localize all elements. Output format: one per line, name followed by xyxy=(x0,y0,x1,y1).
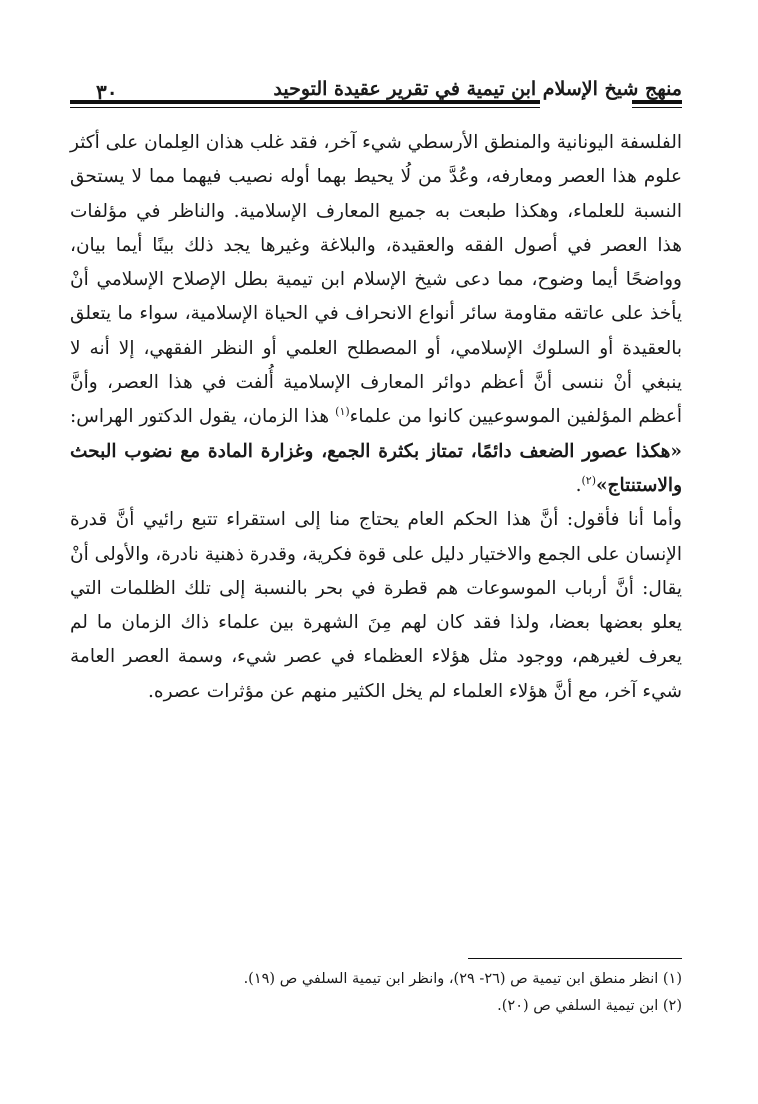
header-rule-short xyxy=(632,100,682,108)
footnote-2: (٢) ابن تيمية السلفي ص (٢٠). xyxy=(497,998,682,1014)
paragraph-1 xyxy=(70,126,682,503)
footnote-separator xyxy=(468,958,682,959)
quotation: «هكذا عصور الضعف دائمًا، تمتاز بكثرة الجمع، وغزارة المادة مع نضوب البحث والاستنتاج» xyxy=(70,440,682,496)
main-text xyxy=(70,126,682,709)
running-title: منهج شيخ الإسلام ابن تيمية في تقرير عقيدة التوحيد xyxy=(273,78,682,100)
paragraph-1-end: . xyxy=(575,474,582,496)
footnote-ref-2: (٢) xyxy=(581,473,596,487)
page-header xyxy=(70,78,682,118)
footnote-1: (١) انظر منطق ابن تيمية ص (٢٦- ٢٩)، وانظر ابن تيمية السلفي ص (١٩). xyxy=(243,971,682,987)
header-rule xyxy=(70,100,540,108)
footnote-ref-1: (١) xyxy=(335,405,350,419)
paragraph-2: وأما أنا فأقول: أنَّ هذا الحكم العام يحتاج منا إلى استقراء تتبع رائيي أنَّ قدرة الإنسان على الجمع والاختيار دليل على قوة فكرية، وقدرة ذهنية نادرة، والأولى أنْ يقال: أنَّ أرباب الموسوعات هم قطرة في بحر بالنسبة إلى تلك الظلمات التي يعلو بعضها بعضا، ولذا فقد كان لهم مِنَ الشهرة بين علماء ذاك الزمان ما لم يعرف لغيرهم، ووجود مثل هؤلاء العظماء في عصر شيء، وسمة العصر العامة شيء آخر، مع أنَّ هؤلاء العلماء لم يخل الكثير منهم عن مؤثرات عصره. xyxy=(70,509,682,702)
paragraph-1-text: الفلسفة اليونانية والمنطق الأرسطي شيء آخر، فقد غلب هذان العِلمان على أكثر علوم هذا العصر ومعارفه، وعُدَّ من لُا يحيط بهما أوله نصيب فيهما مما لا يستحق النسبة للعلماء، وهكذا طبعت به جميع المعارف الإسلامية. والناظر في مؤلفات هذا العصر في أصول الفقه والعقيدة، والبلاغة وغيرها يجد ذلك بينًا أيما بيان، وواضحًا أيما وضوح، مما دعى شيخ الإسلام ابن تيمية بطل الإصلاح الإسلامي أنْ يأخذ على عاتقه مقاومة سائر أنواع الانحراف في الحياة الإسلامية، سواء ما يتعلق بالعقيدة أو السلوك الإسلامي، أو المصطلح العلمي أو النظر الفقهي، إلا أنه لا ينبغي أنْ ننسى أنَّ أعظم دوائر المعارف الإسلامية أُلفت في هذا العصر، وأنَّ أعظم المؤلفين الموسوعيين كانوا من علماء xyxy=(70,132,682,428)
paragraph-1-text-b: هذا الزمان، يقول الدكتور الهراس: xyxy=(70,406,336,428)
page-number: ٣٠ xyxy=(96,80,118,104)
footnotes xyxy=(70,966,682,1020)
